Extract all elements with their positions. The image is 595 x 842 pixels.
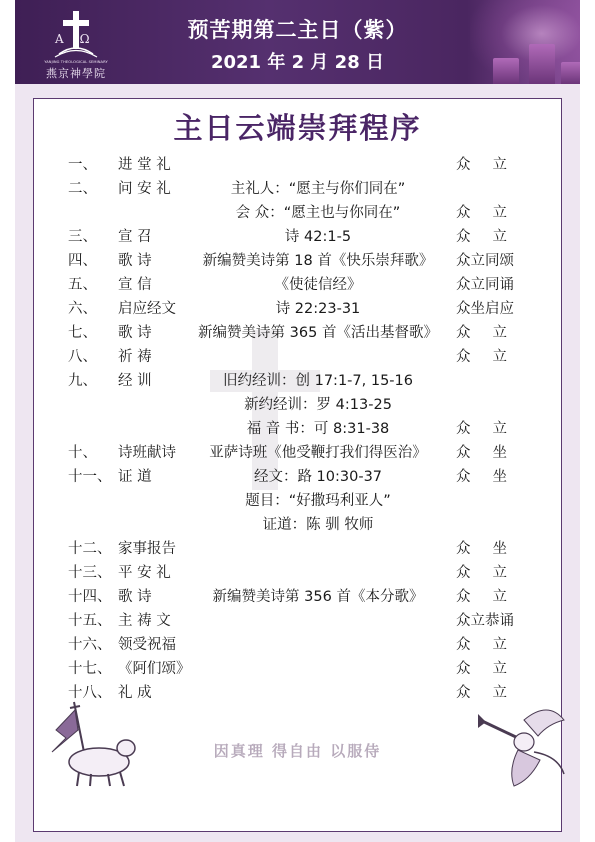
congregation-posture: 众立恭诵 <box>456 613 514 629</box>
program-row <box>0 201 595 225</box>
header-banner <box>15 0 580 84</box>
congregation-posture: 众立 <box>456 661 529 677</box>
item-detail: 新编赞美诗第 356 首《本分歌》 <box>212 589 424 605</box>
item-number: 三、 <box>68 229 97 245</box>
alpha-omega-mark: AΩ <box>55 32 106 46</box>
item-detail: 题目：“好撒玛利亚人” <box>245 493 391 509</box>
program-row <box>0 465 595 489</box>
item-name: 宣 召 <box>118 229 152 245</box>
program-row <box>0 249 595 273</box>
congregation-posture: 众立 <box>456 349 529 365</box>
congregation-posture: 众立 <box>456 589 529 605</box>
item-detail: 新编赞美诗第 365 首《活出基督歌》 <box>198 325 438 341</box>
item-detail: 亚萨诗班《他受鞭打我们得医治》 <box>209 445 427 461</box>
program-row <box>0 489 595 513</box>
item-detail: 新约经训：罗 4:13-25 <box>244 397 392 413</box>
congregation-posture: 众立 <box>456 421 529 437</box>
program-row <box>0 393 595 417</box>
item-detail: 经文：路 10:30-37 <box>253 469 383 485</box>
service-date: 2021 年 2 月 28 日 <box>210 52 384 73</box>
program-row <box>0 585 595 609</box>
item-name: 祈 祷 <box>118 349 152 365</box>
item-name: 进 堂 礼 <box>118 157 171 173</box>
program-row <box>0 345 595 369</box>
item-number: 十八、 <box>68 685 112 701</box>
congregation-posture: 众立 <box>456 685 529 701</box>
congregation-posture: 众坐 <box>456 541 529 557</box>
program-row <box>0 561 595 585</box>
congregation-posture: 众立 <box>456 325 529 341</box>
item-name: 《阿们颂》 <box>118 661 191 677</box>
seminary-motto: 因真理 得自由 以服侍 <box>213 742 382 760</box>
angel-with-trumpet-icon <box>478 700 568 790</box>
item-detail: 诗 22:23-31 <box>275 301 361 317</box>
item-detail: 福 音 书：可 8:31-38 <box>246 421 390 437</box>
item-number: 十三、 <box>68 565 112 581</box>
item-detail: 诗 42:1-5 <box>284 229 352 245</box>
program-row <box>0 513 595 537</box>
program-row <box>0 153 595 177</box>
item-name: 诗班献诗 <box>118 445 176 461</box>
seminary-english-name: YANJING THEOLOGICAL SEMINARY <box>44 60 108 64</box>
program-row <box>0 177 595 201</box>
item-name: 经 训 <box>118 373 152 389</box>
program-row <box>0 609 595 633</box>
congregation-posture: 众立 <box>456 157 529 173</box>
item-name: 证 道 <box>118 469 152 485</box>
item-name: 平 安 礼 <box>118 565 171 581</box>
item-name: 歌 诗 <box>118 589 152 605</box>
congregation-posture: 众立同诵 <box>456 277 514 293</box>
item-name: 领受祝福 <box>118 637 176 653</box>
item-detail: 主礼人：“愿主与你们同在” <box>230 181 406 197</box>
item-detail: 会 众：“愿主也与你同在” <box>235 205 401 221</box>
item-name: 问 安 礼 <box>118 181 171 197</box>
item-detail: 证道：陈 驯 牧师 <box>262 517 374 533</box>
item-number: 十二、 <box>68 541 112 557</box>
program-row <box>0 273 595 297</box>
item-detail: 《使徒信经》 <box>274 277 362 293</box>
congregation-posture: 众立 <box>456 565 529 581</box>
item-number: 十五、 <box>68 613 112 629</box>
program-row <box>0 657 595 681</box>
congregation-posture: 众立 <box>456 229 529 245</box>
page-title: 主日云端崇拜程序 <box>173 111 422 145</box>
item-number: 十六、 <box>68 637 112 653</box>
program-row <box>0 417 595 441</box>
item-number: 七、 <box>68 325 97 341</box>
program-row <box>0 369 595 393</box>
seminary-chinese-name: 燕京神學院 <box>46 67 106 80</box>
item-detail: 旧约经训：创 17:1-7, 15-16 <box>223 373 413 389</box>
item-number: 九、 <box>68 373 97 389</box>
program-row <box>0 633 595 657</box>
congregation-posture: 众立同颂 <box>456 253 514 269</box>
lamb-with-banner-icon <box>44 700 154 790</box>
item-detail: 新编赞美诗第 18 首《快乐崇拜歌》 <box>202 253 434 269</box>
item-name: 宣 信 <box>118 277 152 293</box>
item-number: 八、 <box>68 349 97 365</box>
item-number: 五、 <box>68 277 97 293</box>
item-number: 十七、 <box>68 661 112 677</box>
program-row <box>0 225 595 249</box>
liturgical-day-title: 预苦期第二主日（紫） <box>187 18 408 42</box>
item-number: 二、 <box>68 181 97 197</box>
item-number: 十四、 <box>68 589 112 605</box>
item-name: 家事报告 <box>118 541 176 557</box>
item-name: 歌 诗 <box>118 253 152 269</box>
item-number: 六、 <box>68 301 97 317</box>
item-number: 十、 <box>68 445 97 461</box>
item-number: 一、 <box>68 157 97 173</box>
program-row <box>0 441 595 465</box>
item-name: 礼 成 <box>118 685 152 701</box>
program-row <box>0 297 595 321</box>
program-row <box>0 537 595 561</box>
item-name: 主 祷 文 <box>118 613 171 629</box>
item-number: 十一、 <box>68 469 112 485</box>
program-row <box>0 321 595 345</box>
congregation-posture: 众坐启应 <box>456 301 514 317</box>
congregation-posture: 众立 <box>456 205 529 221</box>
congregation-posture: 众坐 <box>456 469 529 485</box>
item-number: 四、 <box>68 253 97 269</box>
congregation-posture: 众坐 <box>456 445 529 461</box>
item-name: 歌 诗 <box>118 325 152 341</box>
item-name: 启应经文 <box>118 301 176 317</box>
congregation-posture: 众立 <box>456 637 529 653</box>
